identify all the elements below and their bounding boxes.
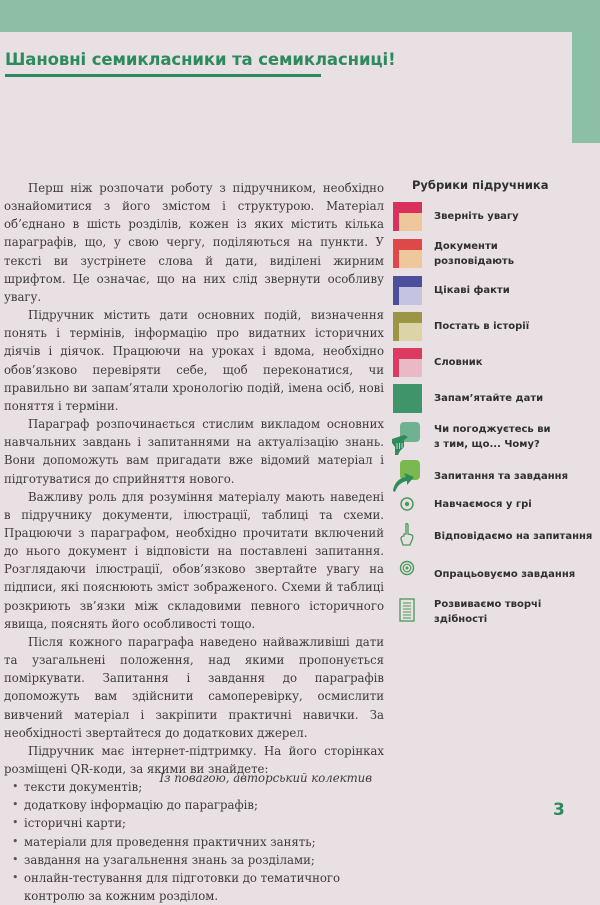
signature: Із повагою, авторський колектив [159,771,372,785]
rubrics-legend [388,178,598,628]
legend-label: Цікаві факти [434,285,510,296]
page-title: Шановні семикласники та семикласниці! [5,50,396,69]
legend-item-facts [388,276,598,305]
game-target-icon [398,495,416,513]
legend-label: Опрацьовуємо завдання [434,568,576,580]
pointing-hand-icon [390,421,422,457]
legend-label: Постать в історії [434,321,530,332]
swatch-dictionary-icon [393,348,422,377]
legend-label: Словник [434,357,483,368]
legend-label: Відповідаємо на запитання [434,530,593,542]
legend-label: Документи розповідають [434,241,515,267]
legend-item-task [388,558,598,590]
legend-item-agree [388,421,598,453]
paragraph: Важливу роль для розуміння матеріалу мають наведені в підручнику документи, ілюстрації, таблиці та схеми. Працюючи з параграфом, необхідно прочитати включений до нього документ і відповісти на поставлені запитання. Розглядаючи ілюстрації, обов’язково звертайте увагу на підписи, які пояснюють зміст зображеного. Схеми й таблиці розкриють зв’язки між складовими певного історичного явища, пояснять його особливості тощо. [4,489,384,631]
paragraph: Підручник містить дати основних подій, визначення понять і термінів, інформацію про видатних історичних діячів і діячок. Працюючи на уроках і вдома, необхідно обов’язково перевіряти себе, щоб переконатися, чи правильно ви запам’ятали хронологію подій, імена осіб, нові поняття і терміни. [4,308,384,413]
list-item: • завдання на узагальнення знань за розділами; [4,851,384,869]
legend-label: Запам’ятайте дати [434,393,544,404]
document-lines-icon [398,598,416,622]
legend-label: Розвиваємо творчі здібності [434,599,542,625]
list-item: • тексти документів; [4,778,384,796]
legend-item-persona [388,312,598,341]
paragraph: Перш ніж розпочати роботу з підручником, необхідно ознайомитися з його змістом і структурою. Матеріал об’єднано в шість розділів, кожен із яких містить кілька параграфів, що, у свою чергу, поділяються на пункти. У тексті ви зустрінете слова й дати, виділені жирним шрифтом. Це означає, що на них слід звернути особливу увагу. [4,181,384,304]
page-number: 3 [553,800,565,820]
list-item: • додаткову інформацію до параграфів; [4,796,384,814]
legend-label: Навчаємося у грі [434,498,532,510]
list-item: • матеріали для проведення практичних занять; [4,833,384,851]
legend-item-dictionary [388,348,598,377]
page-frame-top [0,0,600,32]
legend-item-dates [388,384,598,413]
legend-item-answer [388,520,598,552]
legend-item-creative [388,596,598,628]
title-underline [5,74,321,77]
paragraph: Параграф розпочинається стислим викладом основних навчальних завдань і запитаннями на актуалізацію знань. Вони допоможуть вам пригадати вже відомий матеріал і підготуватися до сприйняття нового. [4,417,384,486]
qr-resources-list [4,778,384,905]
legend-item-documents [388,238,598,270]
page-frame-right [572,0,600,143]
swatch-documents-icon [393,239,422,268]
legend-item-game [388,494,598,514]
legend-item-attention [388,202,598,231]
list-item: • історичні карти; [4,814,384,832]
list-item: • онлайн-тестування для підготовки до тематичного контролю за кожним розділом. [4,869,384,905]
legend-label: Зверніть увагу [434,211,519,222]
legend-label: Чи погоджуєтесь ви з тим, що... Чому? [434,424,551,450]
swatch-attention-icon [393,202,422,231]
target-task-icon [398,559,416,577]
arrow-questions-icon [390,459,422,493]
swatch-facts-icon [393,276,422,305]
body-text [4,179,384,905]
paragraph: Підручник має інтернет-підтримку. На його сторінках розміщені QR-коди, за якими ви знайдете: [4,743,384,776]
raised-finger-icon [398,522,416,548]
legend-item-questions [388,461,598,491]
swatch-dates-icon [393,384,422,413]
legend-title: Рубрики підручника [412,178,549,192]
legend-label: Запитання та завдання [434,470,569,482]
paragraph: Після кожного параграфа наведено найважливіші дати та узагальнені положення, над якими пропонується поміркувати. Запитання і завдання до параграфів допоможуть вам здійснити самоперевірку, осмислити вивчений матеріал і закріпити практичні навички. За необхідності звертайтеся до додаткових джерел. [4,634,384,740]
swatch-persona-icon [393,312,422,341]
